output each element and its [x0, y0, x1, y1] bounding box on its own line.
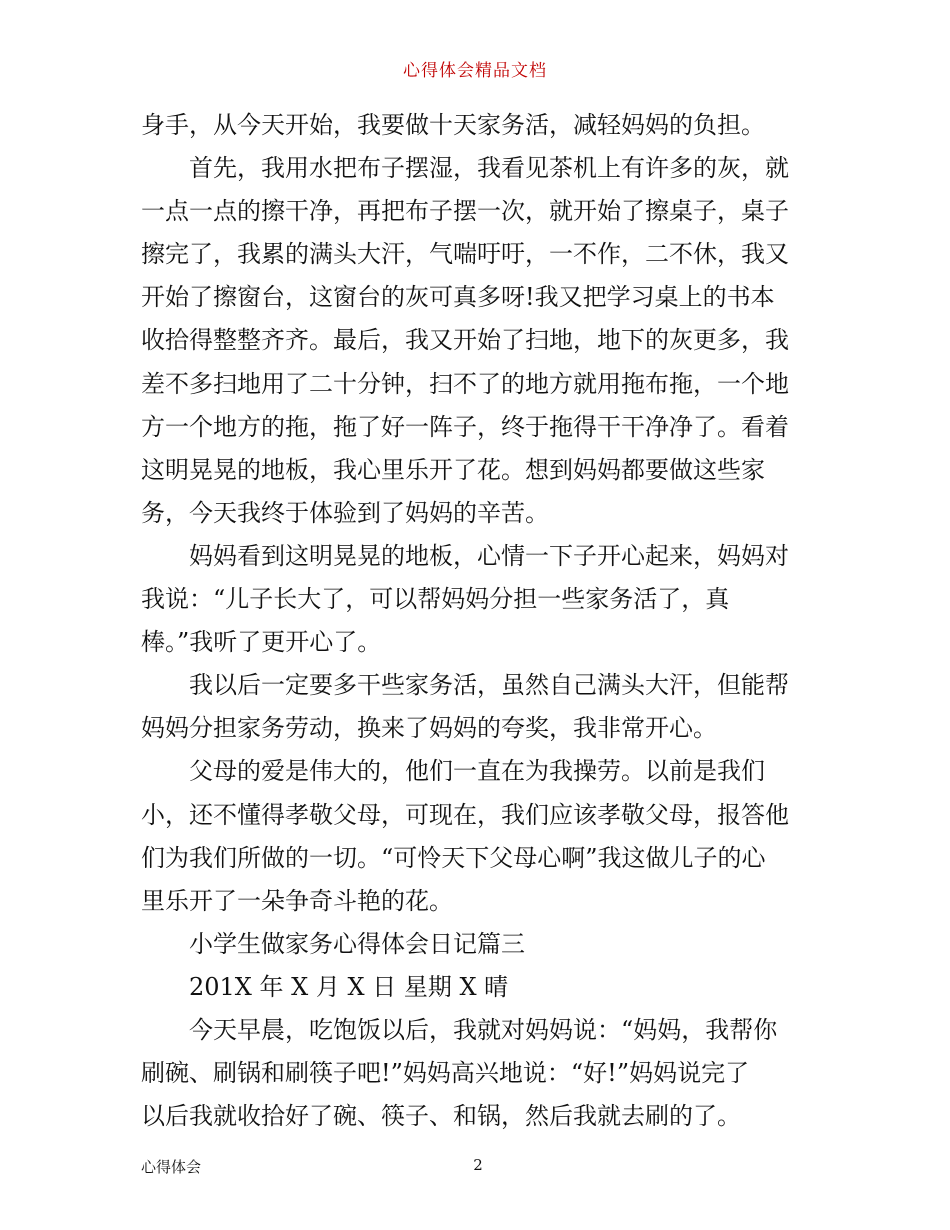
text-line: 父母的爱是伟大的，他们一直在为我操劳。以前是我们	[189, 757, 765, 786]
text-line: 们为我们所做的一切。“可怜天下父母心啊”我这做儿子的心	[141, 843, 766, 872]
section-heading: 小学生做家务心得体会日记篇三	[189, 929, 525, 958]
text-line: 一点一点的擦干净，再把布子摆一次，就开始了擦桌子，桌子	[141, 197, 789, 226]
text-line: 我以后一定要多干些家务活，虽然自己满头大汗，但能帮	[189, 671, 789, 700]
text-line: 妈妈看到这明晃晃的地板，心情一下子开心起来，妈妈对	[189, 541, 789, 570]
text-line: 这明晃晃的地板，我心里乐开了花。想到妈妈都要做这些家	[141, 455, 765, 484]
text-line: 差不多扫地用了二十分钟，扫不了的地方就用拖布拖，一个地	[141, 369, 789, 398]
text-line: 擦完了，我累的满头大汗，气喘吁吁，一不作，二不休，我又	[141, 240, 789, 269]
text-line: 以后我就收拾好了碗、筷子、和锅，然后我就去刷的了。	[141, 1102, 741, 1131]
document-header-title: 心得体会精品文档	[403, 61, 547, 81]
text-line: 开始了擦窗台，这窗台的灰可真多呀!我又把学习桌上的书本	[141, 283, 775, 312]
text-line: 我说：“儿子长大了，可以帮妈妈分担一些家务活了，真	[141, 585, 730, 614]
text-line: 首先，我用水把布子摆湿，我看见茶机上有许多的灰，就	[189, 154, 789, 183]
text-line: 棒。”我听了更开心了。	[141, 628, 382, 657]
text-line: 务，今天我终于体验到了妈妈的辛苦。	[141, 498, 549, 527]
text-line: 小，还不懂得孝敬父母，可现在，我们应该孝敬父母，报答他	[141, 800, 789, 829]
document-body	[141, 104, 813, 1138]
page-number: 2	[473, 1156, 483, 1174]
text-line: 妈妈分担家务劳动，换来了妈妈的夸奖，我非常开心。	[141, 714, 717, 743]
text-line: 收拾得整整齐齐。最后，我又开始了扫地，地下的灰更多，我	[141, 326, 789, 355]
footer-label: 心得体会	[141, 1158, 202, 1176]
text-line: 今天早晨，吃饱饭以后，我就对妈妈说：“妈妈，我帮你	[189, 1015, 778, 1044]
text-line: 身手，从今天开始，我要做十天家务活，减轻妈妈的负担。	[141, 111, 765, 139]
text-line: 刷碗、刷锅和刷筷子吧!”妈妈高兴地说：“好!”妈妈说完了	[141, 1059, 750, 1088]
text-line: 方一个地方的拖，拖了好一阵子，终于拖得干干净净了。看着	[141, 412, 789, 441]
text-line: 里乐开了一朵争奇斗艳的花。	[141, 886, 453, 915]
diary-date-line: 201X 年 X 月 X 日 星期 X 晴	[189, 972, 509, 1001]
